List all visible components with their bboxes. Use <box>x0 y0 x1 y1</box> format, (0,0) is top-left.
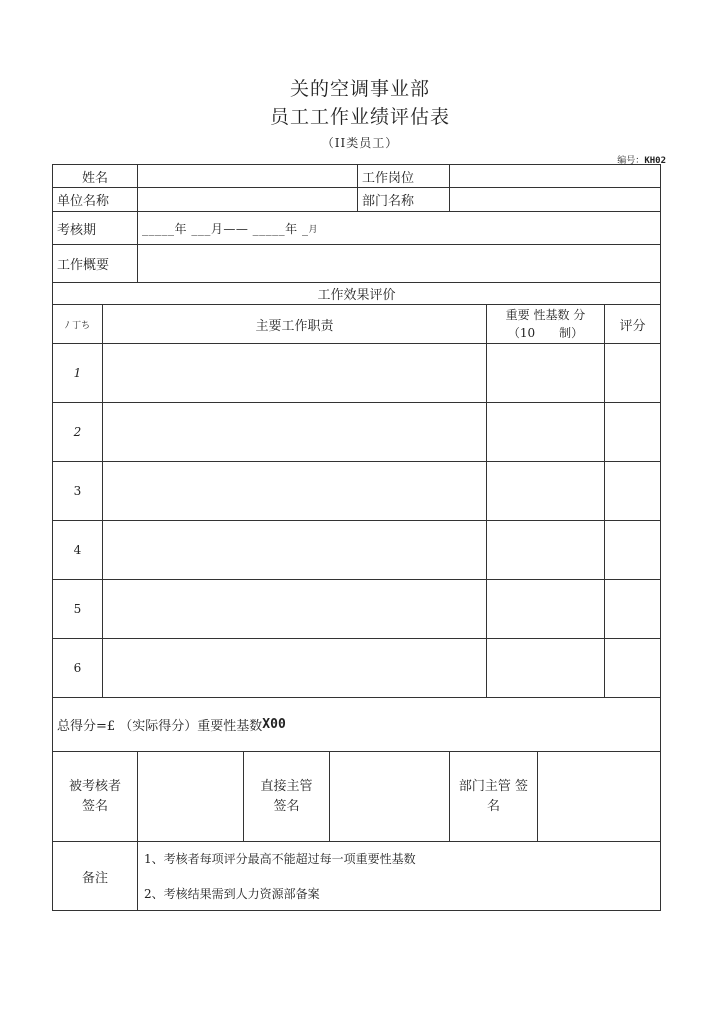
col-duty-header: 主要工作职责 <box>103 305 487 343</box>
item-number: 1 <box>53 344 103 402</box>
duty-field[interactable] <box>103 462 487 520</box>
employee-class: （II类员工） <box>321 136 399 150</box>
row-notes <box>53 842 660 910</box>
form-code-label: 编号： <box>617 156 645 166</box>
table-row <box>53 344 660 403</box>
row-section-title <box>53 283 660 305</box>
col-score-header: 评分 <box>619 318 646 334</box>
supervisor-sign-line2: 签名 <box>273 798 300 814</box>
total-formula <box>53 698 660 751</box>
table-row <box>53 580 660 639</box>
importance-field[interactable] <box>487 639 605 697</box>
duty-field[interactable] <box>103 344 487 402</box>
period-value: _____年 ___月—— _____年 _ <box>142 221 309 236</box>
item-number: 4 <box>53 521 103 579</box>
dept-label: 部门名称 <box>358 188 450 211</box>
dept-head-sign-line2: 名 <box>486 798 500 814</box>
period-field[interactable] <box>138 212 660 244</box>
unit-label: 单位名称 <box>53 188 138 211</box>
score-field[interactable] <box>605 462 660 520</box>
score-field[interactable] <box>605 580 660 638</box>
row-name-position <box>53 165 660 188</box>
row-table-header <box>53 305 660 344</box>
dept-head-sign-label <box>450 752 538 841</box>
importance-field[interactable] <box>487 403 605 461</box>
score-field[interactable] <box>605 344 660 402</box>
form-subtitle-main: 员工工作业绩评估表 <box>269 106 450 128</box>
period-suffix: 月 <box>308 224 318 235</box>
col-no-header: ﾉ 丁ち <box>53 305 103 343</box>
period-label: 考核期 <box>53 212 138 244</box>
duty-field[interactable] <box>103 639 487 697</box>
duty-field[interactable] <box>103 580 487 638</box>
row-overview <box>53 245 660 283</box>
row-unit-dept <box>53 188 660 212</box>
item-number: 6 <box>53 639 103 697</box>
importance-field[interactable] <box>487 580 605 638</box>
total-formula-bold: X00 <box>262 717 286 732</box>
table-row <box>53 462 660 521</box>
item-number: 3 <box>53 462 103 520</box>
section-title: 工作效果评价 <box>317 288 396 303</box>
item-number: 5 <box>53 580 103 638</box>
score-field[interactable] <box>605 403 660 461</box>
duty-field[interactable] <box>103 403 487 461</box>
importance-field[interactable] <box>487 344 605 402</box>
form-title: 关的空调事业部 <box>289 78 430 100</box>
unit-field[interactable] <box>138 188 358 211</box>
dept-head-sign-line1: 部门主管 签 <box>458 778 529 794</box>
name-field[interactable] <box>138 165 358 187</box>
name-label: 姓名 <box>53 165 138 187</box>
row-period <box>53 212 660 245</box>
position-field[interactable] <box>450 165 660 187</box>
item-number: 2 <box>53 403 103 461</box>
note-line-2: 2、考核结果需到人力资源部备案 <box>144 887 320 901</box>
total-formula-text: 总得分=£ （实际得分）重要性基数 <box>57 719 263 734</box>
col-importance-header <box>487 305 605 343</box>
table-row <box>53 521 660 580</box>
row-signatures <box>53 752 660 842</box>
importance-header-line1: 重要 性基数 分 <box>505 308 586 322</box>
row-total <box>53 698 660 752</box>
score-field[interactable] <box>605 639 660 697</box>
notes-label: 备注 <box>53 842 138 910</box>
assessee-sign-line2: 签名 <box>81 798 108 814</box>
importance-header-line2: （10 制） <box>507 326 584 340</box>
score-field[interactable] <box>605 521 660 579</box>
importance-field[interactable] <box>487 462 605 520</box>
dept-head-sign-field[interactable] <box>538 752 660 841</box>
supervisor-sign-line1: 直接主管 <box>260 778 313 794</box>
duty-field[interactable] <box>103 521 487 579</box>
overview-field[interactable] <box>138 245 660 282</box>
assessee-sign-label <box>53 752 138 841</box>
table-row <box>53 639 660 698</box>
dept-field[interactable] <box>450 188 660 211</box>
position-label: 工作岗位 <box>358 165 450 187</box>
supervisor-sign-field[interactable] <box>330 752 450 841</box>
table-row <box>53 403 660 462</box>
overview-label: 工作概要 <box>53 245 138 282</box>
importance-field[interactable] <box>487 521 605 579</box>
assessee-sign-field[interactable] <box>138 752 244 841</box>
note-line-1: 1、考核者每项评分最高不能超过每一项重要性基数 <box>144 852 416 866</box>
notes-content <box>138 842 660 910</box>
supervisor-sign-label <box>244 752 330 841</box>
assessee-sign-line1: 被考核者 <box>68 778 121 794</box>
form-code-value: KH02 <box>644 156 666 166</box>
evaluation-form <box>52 164 661 911</box>
